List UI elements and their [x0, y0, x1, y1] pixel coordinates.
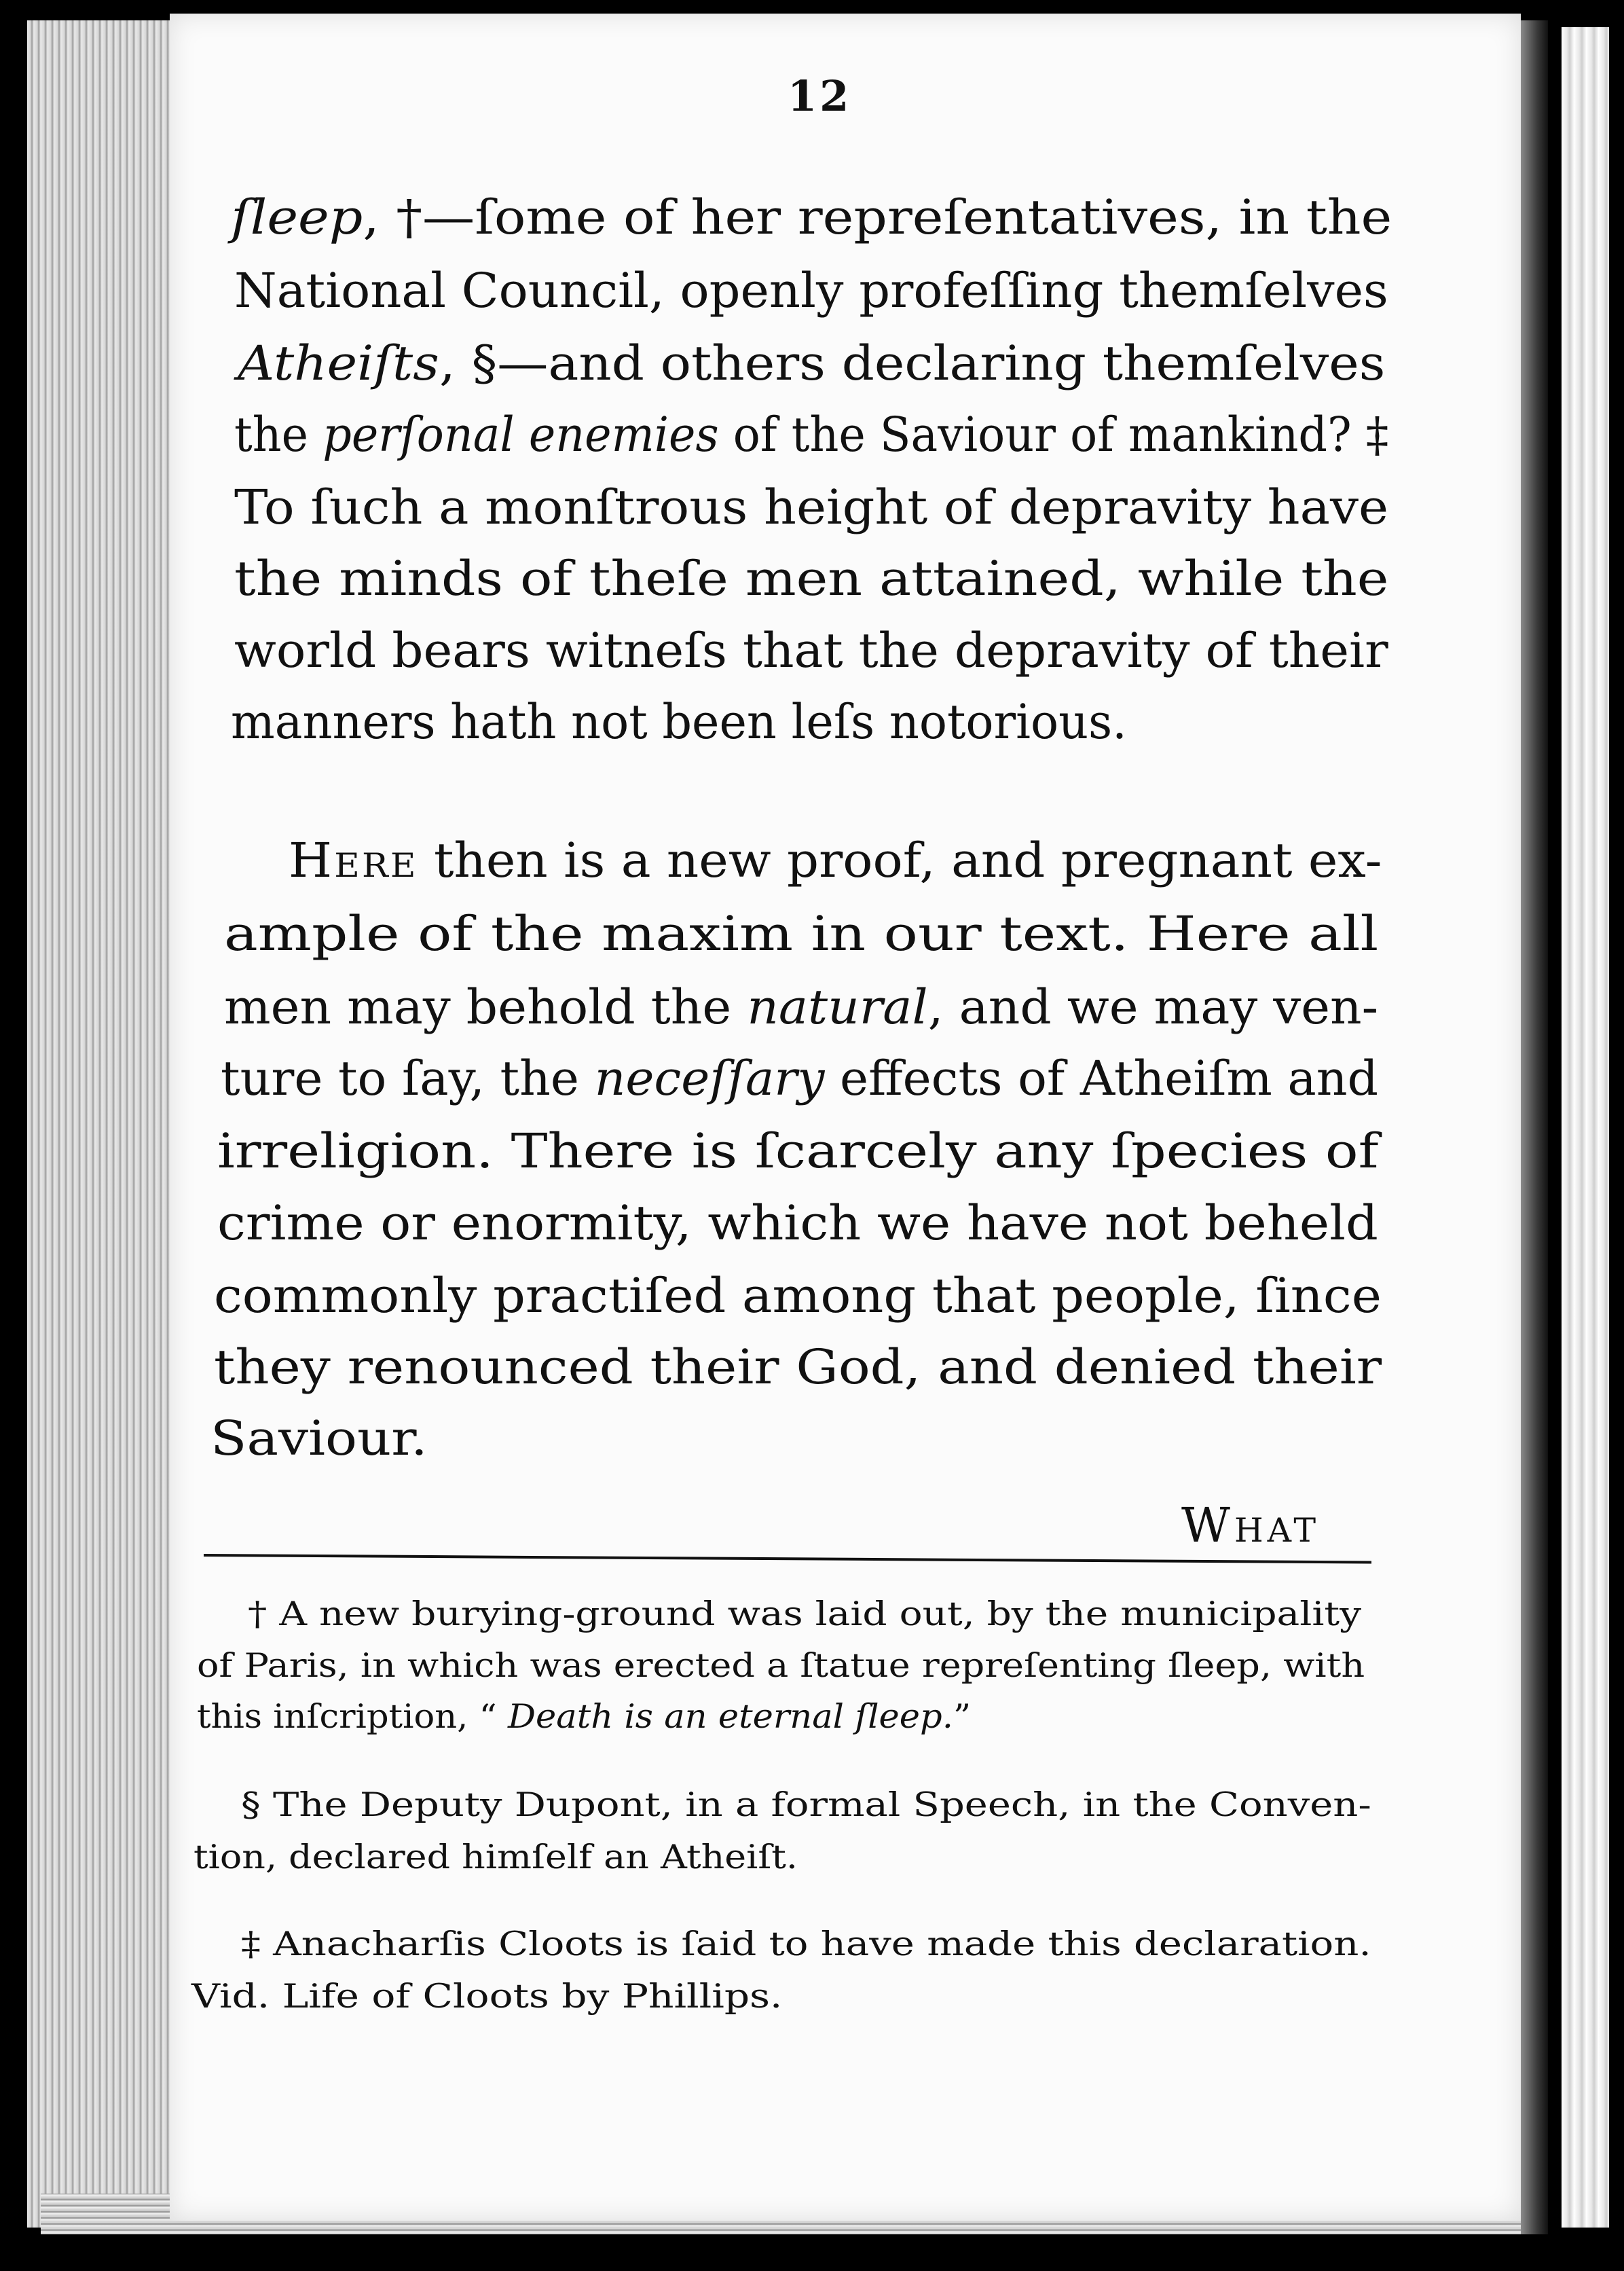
text-run: ‡ Anacharſis Cloots is ſaid to have made this declaration. — [241, 1925, 1371, 1963]
text-line — [238, 335, 1386, 391]
text-run: the — [234, 407, 323, 462]
italic-text: neceſſary — [594, 1051, 825, 1106]
text-run: commonly practiſed among that people, ſince — [214, 1268, 1382, 1324]
text-run: then is a new proof, and pregnant ex- — [418, 833, 1382, 888]
text-line — [234, 407, 1389, 462]
footnote-line — [197, 1697, 972, 1736]
footnote-line — [248, 1597, 1361, 1631]
text-run: manners hath not been leſs notorious. — [231, 694, 1127, 750]
footnote-line — [197, 1646, 1365, 1685]
text-run: † A new burying-ground was laid out, by the municipality — [248, 1595, 1362, 1633]
italic-text: Death is an eternal ſleep. — [508, 1697, 953, 1736]
text-run: § The Deputy Dupont, in a formal Speech, in the Conven- — [241, 1785, 1371, 1824]
italic-text: Atheiſts — [238, 335, 439, 391]
text-run: of the Saviour of mankind? ‡ — [718, 407, 1389, 462]
text-run: world bears witneſs that the depravity of their — [234, 623, 1388, 678]
lead-word: Here — [289, 833, 418, 888]
text-line — [217, 1123, 1379, 1179]
text-run: effects of Atheiſm and — [824, 1051, 1379, 1106]
page-number: 12 — [788, 71, 852, 121]
text-run: , and we may ven- — [927, 979, 1379, 1035]
italic-text: ſleep — [231, 189, 363, 245]
book-gutter-shadow — [1521, 20, 1548, 2234]
text-line — [231, 189, 1392, 245]
text-run: Saviour. — [210, 1411, 428, 1466]
text-line — [214, 1268, 1382, 1324]
text-run: Vid. Life of Cloots by Phillips. — [191, 1977, 783, 2016]
text-run: , †—ſome of her repreſentatives, in the — [363, 189, 1392, 245]
text-run: irreligion. There is ſcarcely any ſpecies of — [217, 1123, 1379, 1179]
italic-text: natural — [747, 979, 928, 1035]
text-run: ” — [953, 1697, 972, 1736]
book-page-edges-left — [27, 20, 173, 2228]
text-run: crime or enormity, which we have not beheld — [217, 1195, 1378, 1251]
text-run: , §—and others declaring themſelves — [439, 335, 1386, 391]
text-run: ture to ſay, the — [221, 1051, 595, 1106]
text-run: men may behold the — [224, 979, 748, 1035]
text-run: the minds of theſe men attained, while the — [234, 551, 1389, 606]
text-line — [289, 833, 1382, 888]
facing-page-edge — [1562, 27, 1609, 2228]
text-run: of Paris, in which was erected a ſtatue repreſenting ſleep, with — [197, 1646, 1365, 1685]
text-line — [224, 906, 1379, 962]
text-run: National Council, openly profeſſing themſelves — [234, 263, 1388, 319]
footnote-line — [241, 1785, 1371, 1824]
text-line — [234, 263, 1388, 319]
footnote-line — [193, 1840, 798, 1874]
text-run: tion, declared himſelf an Atheiſt. — [193, 1838, 798, 1876]
text-line — [234, 479, 1389, 535]
text-line — [221, 1051, 1379, 1106]
text-line — [214, 1339, 1382, 1395]
text-line — [231, 694, 1127, 750]
text-line — [224, 979, 1379, 1035]
text-line — [234, 551, 1389, 606]
text-line — [234, 623, 1388, 678]
text-run: To ſuch a monſtrous height of depravity have — [234, 479, 1389, 535]
text-run: this inſcription, “ — [197, 1697, 509, 1736]
text-line — [217, 1195, 1378, 1251]
text-run: ample of the maxim in our text. Here all — [224, 906, 1379, 962]
text-run: they renounced their God, and denied their — [214, 1339, 1382, 1395]
footnote-line — [191, 1977, 783, 2016]
catchword: What — [1181, 1497, 1321, 1553]
footnote-line — [241, 1927, 1371, 1961]
italic-text: perſonal enemies — [322, 407, 719, 462]
text-line — [210, 1411, 428, 1466]
